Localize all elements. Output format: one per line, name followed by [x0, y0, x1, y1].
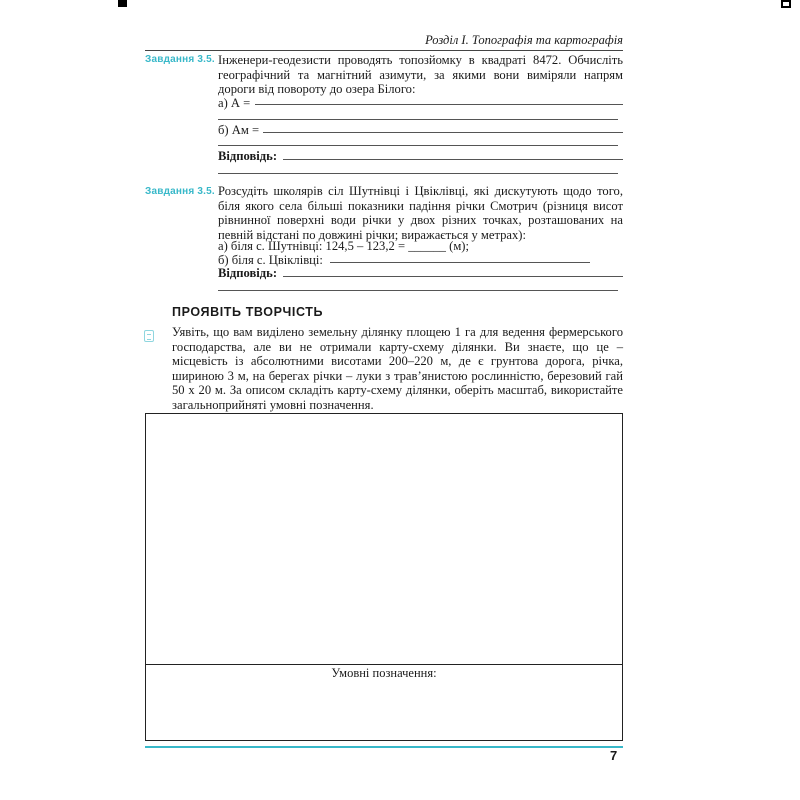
running-header: Розділ І. Топографія та картографія [425, 33, 623, 47]
answer-label: Відповідь: [218, 149, 278, 163]
registration-mark-left [118, 0, 127, 7]
legend-divider [145, 664, 623, 665]
item-a-answer-line[interactable] [255, 104, 623, 105]
answer-label: Відповідь: [218, 266, 278, 280]
task-label: Завдання 3.5. [145, 54, 215, 65]
map-drawing-area[interactable] [145, 413, 623, 741]
legend-title: Умовні позначення: [331, 666, 437, 680]
item-a-label: а) біля с. Шутнівці: 124,5 – 123,2 = ______ (м); [218, 239, 469, 253]
item-a-label: а) А = [218, 96, 251, 110]
answer-line-2[interactable] [218, 173, 618, 174]
footer-rule [145, 746, 623, 748]
header-rule [145, 50, 623, 51]
task-label: Завдання 3.5. [145, 186, 215, 197]
task-text: Розсудіть школярів сіл Шутнівці і Цвіклівці, які дискутують щодо того, біля якого села більші показники падіння річки Смотрич (різниця висот рівнинної поверхні води річки у двох різних точках, розташованих на певній відстані по довжині річки; виражається у метрах): [218, 184, 623, 242]
item-b-answer-line-2[interactable] [218, 145, 618, 146]
creative-task-text: Уявіть, що вам виділено земельну ділянку площею 1 га для ведення фермерського господарства, але ви не отримали карту-схему ділянки. Ви знаєте, що це – місцевість із абсолютними висотами 200–220 м, де є грунтова дорога, річка, шириною 3 м, на берегах річки – луки з трав’янистою рослинністю, березовий гай 50 х 20 м. За описом складіть карту-схему ділянки, оберіть масштаб, використайте загальноприйняті умовні позначення. [172, 325, 623, 412]
item-b-label: б) біля с. Цвіклівці: [218, 253, 323, 267]
item-b-label: б) Ам = [218, 123, 260, 137]
section-title: ПРОЯВІТЬ ТВОРЧІСТЬ [172, 305, 324, 319]
item-b-answer-line[interactable] [330, 262, 590, 263]
answer-line-2[interactable] [218, 290, 618, 291]
registration-mark-right [781, 0, 791, 8]
pencil-note-icon [144, 330, 154, 342]
page-number: 7 [610, 748, 618, 763]
item-b-answer-line[interactable] [263, 132, 623, 133]
task-text: Інженери-геодезисти проводять топозйомку в квадраті 8472. Обчисліть географічний та магнітний азимути, за якими вони виміряли напрям дороги від повороту до озера Білого: [218, 53, 623, 97]
item-a-answer-line-2[interactable] [218, 119, 618, 120]
answer-line[interactable] [283, 276, 623, 277]
answer-line[interactable] [283, 159, 623, 160]
